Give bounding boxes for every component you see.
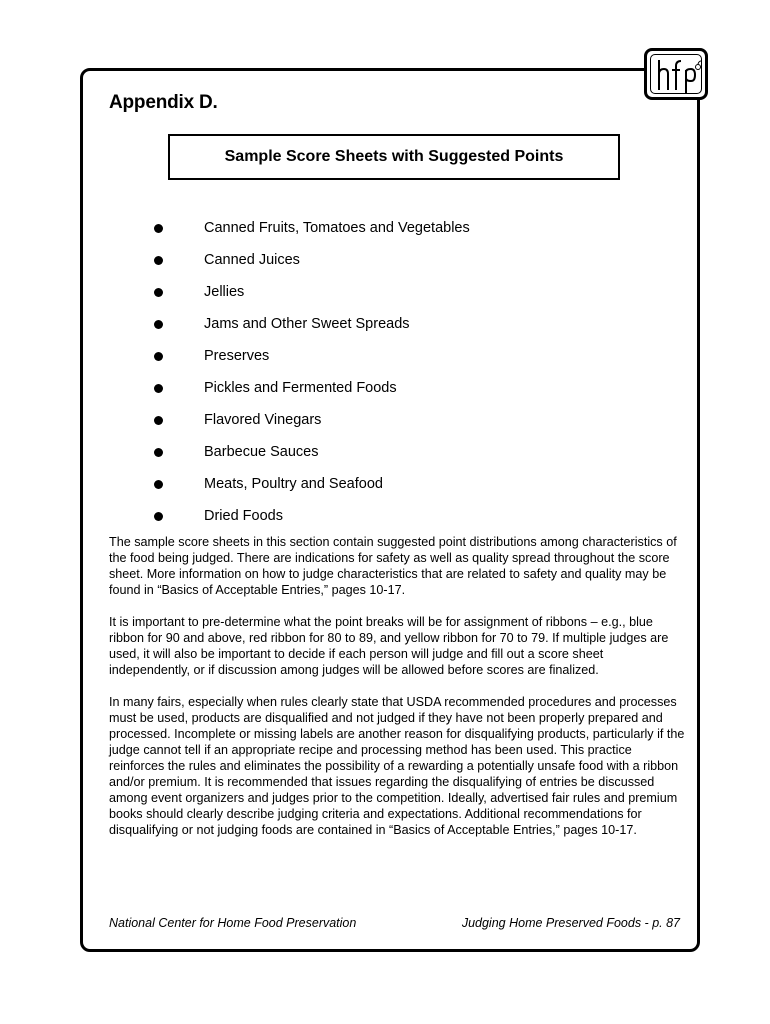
bullet-icon: [154, 352, 163, 361]
bullet-icon: [154, 224, 163, 233]
bullet-icon: [154, 512, 163, 521]
list-item-label: Pickles and Fermented Foods: [204, 380, 397, 396]
bullet-icon: [154, 320, 163, 329]
list-item: [150, 404, 470, 436]
hfp-logo-glyph: [653, 56, 703, 96]
list-item: [150, 308, 470, 340]
list-item-label: Jams and Other Sweet Spreads: [204, 316, 410, 332]
bullet-icon: [154, 480, 163, 489]
section-title: Sample Score Sheets with Suggested Points: [224, 148, 564, 165]
list-item-label: Jellies: [204, 284, 245, 300]
section-title-box: [168, 134, 620, 180]
list-item: [150, 276, 470, 308]
paragraph-ribbons: It is important to pre-determine what the point breaks will be for assignment of ribbons – e.g., blue ribbon for 90 and above, red ribbon for 80 to 89, and yellow ribbon for 70 to 79. If multiple judges are used, it will also be important to decide if each person will judge and fill out a score sheet independently, or if discussion among judges will be allowed before scores are finalized.: [109, 615, 669, 677]
list-item-label: Barbecue Sauces: [204, 444, 319, 460]
bullet-icon: [154, 384, 163, 393]
list-item-label: Canned Juices: [204, 252, 300, 268]
hfp-logo: [644, 48, 708, 100]
bullet-icon: [154, 256, 163, 265]
list-item: [150, 372, 470, 404]
list-item-label: Meats, Poultry and Seafood: [204, 476, 383, 492]
list-item: [150, 468, 470, 500]
score-sheet-list: [150, 212, 470, 532]
list-item-label: Flavored Vinegars: [204, 412, 322, 428]
bullet-icon: [154, 288, 163, 297]
body-text: [109, 534, 685, 854]
list-item: [150, 436, 470, 468]
footer-page-number: Judging Home Preserved Foods - p. 87: [461, 916, 680, 930]
list-item-label: Canned Fruits, Tomatoes and Vegetables: [204, 220, 470, 236]
paragraph-intro: The sample score sheets in this section contain suggested point distributions among characteristics of the food being judged. There are indications for safety as well as quality spread throughout the score sheet. More information on how to judge characteristics that are related to safety and quality may be found in “Basics of Acceptable Entries,” pages 10-17.: [109, 535, 677, 597]
paragraph-disqualification: In many fairs, especially when rules clearly state that USDA recommended procedures and processes must be used, products are disqualified and not judged if they have not been properly prepared and processed. Incomplete or missing labels are another reason for disqualifying products, particularly if the judge cannot tell if an appropriate recipe and processing method has been used. This practice reinforces the rules and eliminates the possibility of a rewarding a potentially unsafe food with a ribbon and/or premium. It is recommended that issues regarding the disqualifying of entries be discussed among event organizers and judges prior to the competition. Ideally, advertised fair rules and premium books should clearly describe judging criteria and expectations. Additional recommendations for disqualifying or not judging foods are contained in “Basics of Acceptable Entries,” pages 10-17.: [109, 695, 685, 837]
footer-organization: National Center for Home Food Preservation: [109, 916, 357, 930]
list-item: [150, 212, 470, 244]
list-item: [150, 340, 470, 372]
bullet-icon: [154, 416, 163, 425]
list-item-label: Preserves: [204, 348, 270, 364]
appendix-heading: Appendix D.: [109, 92, 218, 113]
list-item: [150, 244, 470, 276]
bullet-icon: [154, 448, 163, 457]
list-item-label: Dried Foods: [204, 508, 283, 524]
list-item: [150, 500, 470, 532]
